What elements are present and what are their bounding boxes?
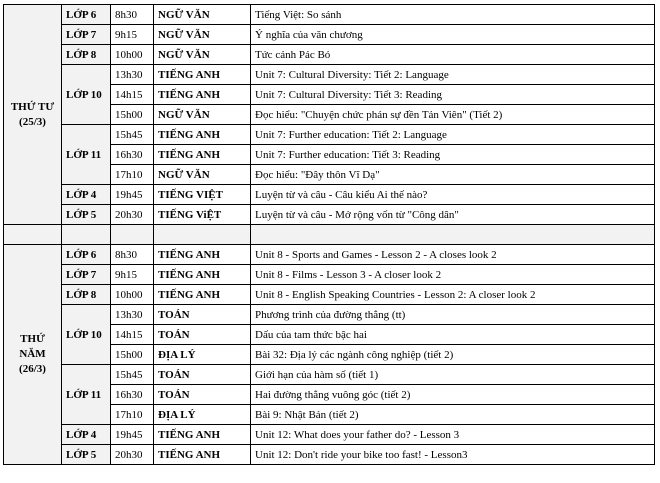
time-cell: 19h45 [111,425,154,445]
day-label: THỨ TƯ [10,100,55,113]
time-cell: 14h15 [111,325,154,345]
subject-cell: TIẾNG ANH [154,85,251,105]
lesson-cell: Giới hạn của hàm số (tiết 1) [251,365,655,385]
subject-cell: TIẾNG VIỆT [154,185,251,205]
schedule-body [4,5,655,465]
subject-cell: TIẾNG ViỆT [154,205,251,225]
lesson-cell: Bài 9: Nhật Bản (tiết 2) [251,405,655,425]
table-row [4,425,655,445]
table-row [4,65,655,85]
empty-cell [111,225,154,245]
subject-cell: ĐỊA LÝ [154,405,251,425]
day-cell [4,5,62,225]
class-cell: LỚP 5 [62,205,111,225]
class-cell: LỚP 10 [62,65,111,125]
day-cell [4,245,62,465]
day-date: (26/3) [19,363,46,375]
lesson-cell: Unit 8 - English Speaking Countries - Lesson 2: A closer look 2 [251,285,655,305]
table-row [4,305,655,325]
empty-cell [4,225,62,245]
table-row [4,265,655,285]
time-cell: 15h00 [111,345,154,365]
time-cell: 14h15 [111,85,154,105]
time-cell: 15h45 [111,125,154,145]
subject-cell: ĐỊA LÝ [154,345,251,365]
lesson-cell: Tiếng Việt: So sánh [251,5,655,25]
subject-cell: TIẾNG ANH [154,445,251,465]
time-cell: 10h00 [111,45,154,65]
lesson-cell: Tức cảnh Pác Bó [251,45,655,65]
lesson-cell: Ý nghĩa của văn chương [251,25,655,45]
empty-cell [154,225,251,245]
schedule-table [3,4,655,465]
subject-cell: TIẾNG ANH [154,145,251,165]
day-label: THỨ NĂM [19,333,46,360]
time-cell: 15h45 [111,365,154,385]
table-row [4,5,655,25]
subject-cell: TIẾNG ANH [154,125,251,145]
subject-cell: TOÁN [154,385,251,405]
time-cell: 9h15 [111,25,154,45]
lesson-cell: Bài 32: Địa lý các ngành công nghiệp (tiết 2) [251,345,655,365]
subject-cell: TIẾNG ANH [154,65,251,85]
lesson-cell: Unit 7: Further education: Tiết 2: Language [251,125,655,145]
separator-row [4,225,655,245]
lesson-cell: Unit 8 - Films - Lesson 3 - A closer look 2 [251,265,655,285]
time-cell: 17h10 [111,165,154,185]
lesson-cell: Luyện từ và câu - Mở rộng vốn từ "Công dân" [251,205,655,225]
class-cell: LỚP 4 [62,185,111,205]
empty-cell [251,225,655,245]
time-cell: 8h30 [111,5,154,25]
class-cell: LỚP 5 [62,445,111,465]
time-cell: 19h45 [111,185,154,205]
time-cell: 16h30 [111,385,154,405]
lesson-cell: Unit 7: Further education: Tiết 3: Reading [251,145,655,165]
table-row [4,185,655,205]
class-cell: LỚP 8 [62,45,111,65]
class-cell: LỚP 4 [62,425,111,445]
time-cell: 20h30 [111,445,154,465]
time-cell: 17h10 [111,405,154,425]
subject-cell: TIẾNG ANH [154,265,251,285]
subject-cell: NGỮ VĂN [154,5,251,25]
time-cell: 8h30 [111,245,154,265]
table-row [4,45,655,65]
subject-cell: TOÁN [154,325,251,345]
day-date: (25/3) [19,115,46,128]
class-cell: LỚP 6 [62,5,111,25]
empty-cell [62,225,111,245]
subject-cell: TIẾNG ANH [154,245,251,265]
time-cell: 13h30 [111,305,154,325]
time-cell: 15h00 [111,105,154,125]
subject-cell: NGỮ VĂN [154,165,251,185]
table-row [4,365,655,385]
class-cell: LỚP 8 [62,285,111,305]
table-row [4,245,655,265]
lesson-cell: Đọc hiểu: "Chuyện chức phán sự đền Tản Viên" (Tiết 2) [251,105,655,125]
table-row [4,125,655,145]
class-cell: LỚP 11 [62,365,111,425]
lesson-cell: Unit 12: What does your father do? - Lesson 3 [251,425,655,445]
class-cell: LỚP 7 [62,25,111,45]
lesson-cell: Phương trình của đường thẳng (tt) [251,305,655,325]
time-cell: 13h30 [111,65,154,85]
subject-cell: TIẾNG ANH [154,425,251,445]
class-cell: LỚP 7 [62,265,111,285]
subject-cell: NGỮ VĂN [154,105,251,125]
class-cell: LỚP 10 [62,305,111,365]
lesson-cell: Dấu của tam thức bậc hai [251,325,655,345]
class-cell: LỚP 6 [62,245,111,265]
lesson-cell: Unit 12: Don't ride your bike too fast! - Lesson3 [251,445,655,465]
lesson-cell: Luyện từ và câu - Câu kiểu Ai thế nào? [251,185,655,205]
subject-cell: TOÁN [154,365,251,385]
table-row [4,205,655,225]
time-cell: 16h30 [111,145,154,165]
time-cell: 20h30 [111,205,154,225]
subject-cell: NGỮ VĂN [154,25,251,45]
time-cell: 9h15 [111,265,154,285]
class-cell: LỚP 11 [62,125,111,185]
lesson-cell: Hai đường thẳng vuông góc (tiết 2) [251,385,655,405]
subject-cell: TOÁN [154,305,251,325]
lesson-cell: Unit 8 - Sports and Games - Lesson 2 - A closes look 2 [251,245,655,265]
table-row [4,285,655,305]
lesson-cell: Unit 7: Cultural Diversity: Tiết 3: Reading [251,85,655,105]
lesson-cell: Đọc hiểu: "Đây thôn Vĩ Dạ" [251,165,655,185]
subject-cell: NGỮ VĂN [154,45,251,65]
time-cell: 10h00 [111,285,154,305]
lesson-cell: Unit 7: Cultural Diversity: Tiết 2: Language [251,65,655,85]
subject-cell: TIẾNG ANH [154,285,251,305]
table-row [4,445,655,465]
table-row [4,25,655,45]
